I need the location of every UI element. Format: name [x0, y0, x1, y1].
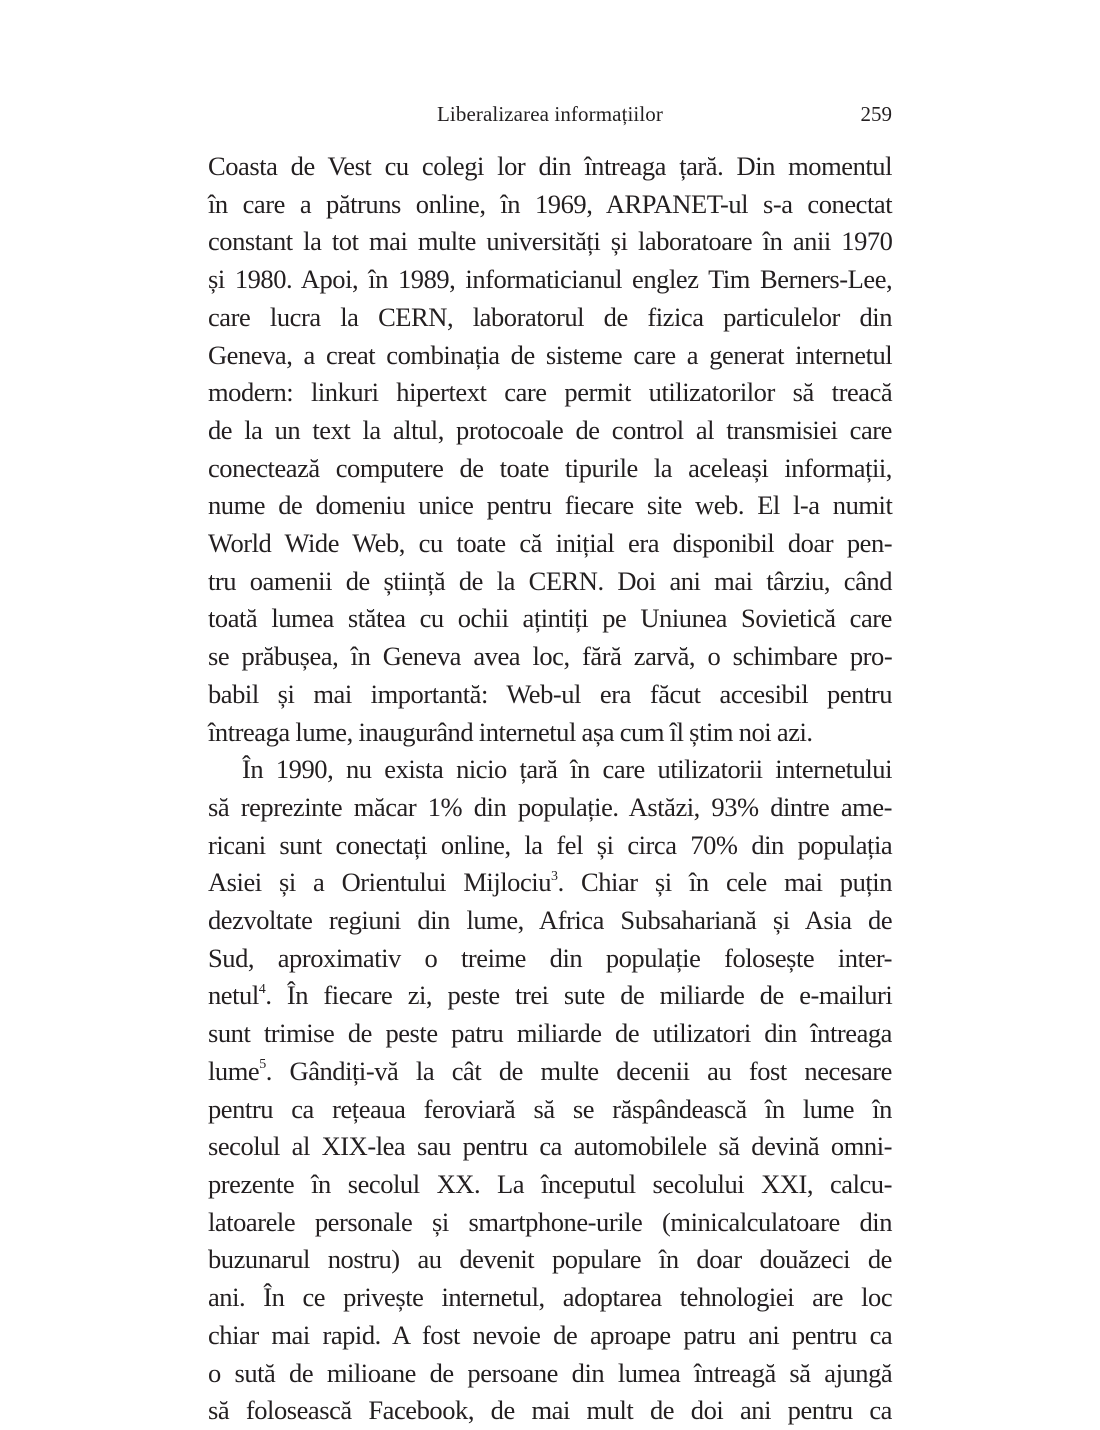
- text-line: constant la tot mai multe universități și laboratoare în anii 1970: [208, 226, 893, 257]
- text-line: Geneva, a creat combinația de sisteme care a generat internetul: [208, 339, 893, 370]
- running-title: Liberalizarea informațiilor: [437, 102, 663, 126]
- text-line: În 1990, nu exista nicio țară în care utilizatorii internetului: [242, 754, 892, 785]
- text-segment: . Gândiți-vă la cât de multe decenii au fost necesare: [265, 1055, 892, 1086]
- text-line: modern: linkuri hipertext care permit utilizatorilor să treacă: [208, 377, 893, 408]
- text-line: se prăbușea, în Geneva avea loc, fără zarvă, o schimbare pro-: [208, 641, 893, 672]
- text-segment: . În fiecare zi, peste trei sute de miliarde de e-mailuri: [265, 980, 893, 1011]
- text-line: Sud, aproximativ o treime din populație folosește inter-: [208, 942, 893, 973]
- text-line: sunt trimise de peste patru miliarde de utilizatori din întreaga: [208, 1018, 892, 1049]
- text-line: World Wide Web, cu toate că inițial era disponibil doar pen-: [208, 528, 893, 559]
- text-segment: lume: [208, 1055, 260, 1086]
- text-line: ani. În ce privește internetul, adoptarea tehnologiei are loc: [208, 1282, 893, 1313]
- text-line: prezente în secolul XX. La începutul secolului XXI, calcu-: [208, 1168, 892, 1199]
- text-segment: . Chiar și în cele mai puțin: [557, 867, 892, 898]
- text-line: dezvoltate regiuni din lume, Africa Subsahariană și Asia de: [208, 905, 893, 936]
- footnote-ref-4[interactable]: 4: [258, 981, 266, 997]
- text-line-with-footnote: [208, 977, 892, 1015]
- text-line: nume de domeniu unice pentru fiecare site web. El l-a numit: [208, 490, 893, 521]
- text-line: buzunarul nostru) au devenit populare în doar douăzeci de: [208, 1244, 892, 1275]
- text-line-with-footnote: [208, 864, 892, 902]
- text-line: Coasta de Vest cu colegi lor din întreaga țară. Din momentul: [208, 151, 892, 181]
- text-line: în care a pătruns online, în 1969, ARPANET-ul s-a conectat: [208, 188, 893, 219]
- text-line: conectează computere de toate tipurile la aceleași informații,: [208, 452, 892, 483]
- text-line-with-footnote: [208, 1053, 892, 1091]
- text-body: [208, 148, 892, 1430]
- paragraph-1: [208, 148, 892, 751]
- text-line: chiar mai rapid. A fost nevoie de aproape patru ani pentru ca: [208, 1319, 893, 1350]
- text-line: toată lumea stătea cu ochii ațintiți pe Uniunea Sovietică care: [208, 603, 892, 634]
- text-line: să reprezinte măcar 1% din populație. Astăzi, 93% dintre ame-: [208, 791, 893, 822]
- text-line: care lucra la CERN, laboratorul de fizica particulelor din: [208, 301, 892, 332]
- footnote-ref-3[interactable]: 3: [551, 868, 558, 884]
- page-number: 259: [860, 102, 892, 126]
- text-segment: Asiei și a Orientului Mijlociu: [208, 867, 551, 898]
- text-line: să folosească Facebook, de mai mult de doi ani pentru ca: [208, 1395, 892, 1426]
- running-header: [208, 100, 892, 128]
- text-line: babil și mai importantă: Web-ul era făcut accesibil pentru: [208, 678, 893, 709]
- text-line: tru oamenii de știință de la CERN. Doi ani mai târziu, când: [208, 565, 892, 596]
- text-line: secolul al XIX-lea sau pentru ca automobilele să devină omni-: [208, 1131, 892, 1162]
- paragraph-2: [208, 751, 892, 1430]
- footnote-ref-5[interactable]: 5: [259, 1057, 266, 1073]
- text-line: pentru ca rețeaua feroviară să se răspândească în lume în: [208, 1093, 892, 1124]
- text-line: latoarele personale și smartphone-urile (minicalculatoare din: [208, 1206, 892, 1237]
- text-line: ricani sunt conectați online, la fel și circa 70% din populația: [208, 829, 893, 860]
- text-segment: netul: [208, 980, 259, 1011]
- text-line: de la un text la altul, protocoale de control al transmisiei care: [208, 414, 892, 445]
- text-line: întreaga lume, inaugurând internetul așa cum îl știm noi azi.: [208, 716, 813, 747]
- text-line: și 1980. Apoi, în 1989, informaticianul englez Tim Berners-Lee,: [208, 264, 893, 295]
- text-line: o sută de milioane de persoane din lumea întreagă să ajungă: [208, 1357, 893, 1388]
